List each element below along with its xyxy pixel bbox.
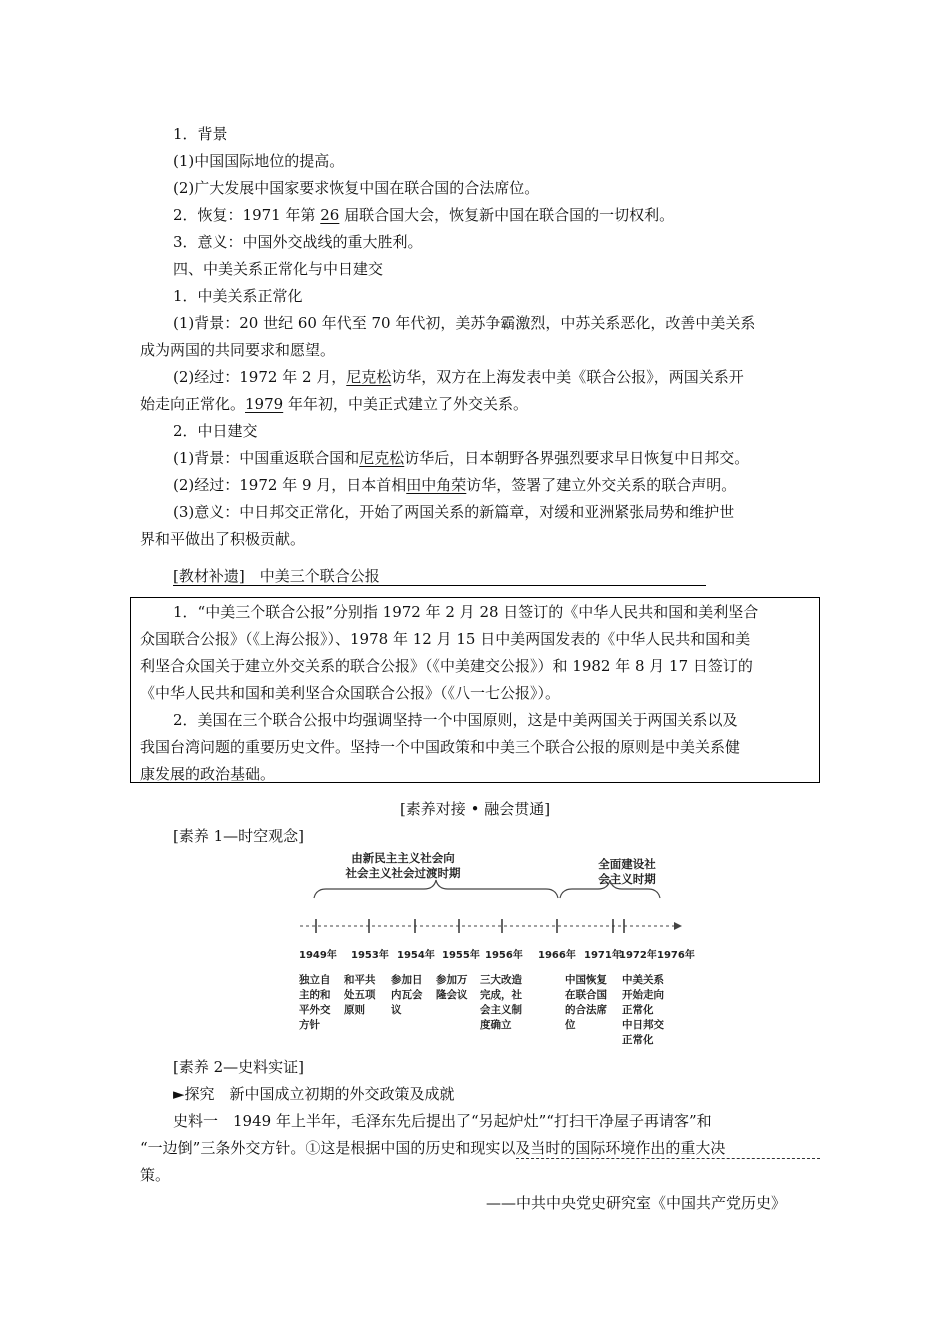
sino-japan-significance-l1: (3)意义：中日邦交正常化，开始了两国关系的新篇章，对缓和亚洲紧张局势和维护世 — [173, 503, 735, 521]
year-label: 1955年 — [442, 950, 480, 961]
sino-us-background-l2: 成为两国的共同要求和愿望。 — [140, 341, 336, 359]
event-1972: 中美关系 开始走向 正常化 中日邦交 正常化 — [622, 974, 664, 1046]
period-2-brace — [560, 880, 660, 898]
restoration-text: 2．恢复：1971 年第 — [173, 206, 321, 224]
restoration-text-end: 届联合国大会，恢复新中国在联合国的一切权利。 — [339, 206, 675, 224]
event-1971: 中国恢复 在联合国 的合法席 位 — [565, 974, 607, 1031]
significance-line: 3．意义：中国外交战线的重大胜利。 — [173, 233, 423, 251]
process-text: (2)经过：1972 年 2 月， — [173, 368, 347, 386]
process-text-3: 年年初，中美正式建立了外交关系。 — [283, 395, 528, 413]
event-1949: 独立自 主的和 平外交 方针 — [299, 974, 331, 1031]
year-label: 1976年 — [657, 950, 695, 961]
background-point-1: (1)中国国际地位的提高。 — [173, 152, 345, 170]
event-1956: 三大改造 完成，社 会主义制 度确立 — [480, 974, 522, 1031]
source-1-l3: 策。 — [140, 1166, 171, 1184]
year-label: 1971年 — [584, 950, 622, 961]
supplement-heading: [教材补遗] 中美三个联合公报 — [173, 567, 380, 585]
supplement-p1-l4: 《中华人民共和国和美利坚合众国联合公报》（《八一七公报》）。 — [140, 684, 561, 702]
sino-japan-significance-l2: 界和平做出了积极贡献。 — [140, 530, 306, 548]
supplement-p1-l1: 1．“中美三个联合公报”分别指 1972 年 2 月 28 日签订的《中华人民共和国和美利坚合 — [173, 603, 759, 621]
source-1-l2: “一边倒”三条外交方针。①这是根据中国的历史和现实以及当时的国际环境作出的重大决 — [140, 1139, 726, 1157]
source-1-wavy-underline — [516, 1158, 820, 1159]
supplement-p2-l3: 康发展的政治基础。 — [140, 765, 276, 783]
literacy-1-label: [素养 1—时空观念] — [173, 827, 305, 845]
sino-us-background-l1: (1)背景：20 世纪 60 年代至 70 年代初，美苏争霸激烈，中苏关系恶化，改善中美关系 — [173, 314, 756, 332]
period-1-line-1: 由新民主主义社会向 — [351, 851, 455, 865]
source-1-l1: 史料一 1949 年上半年，毛泽东先后提出了“另起炉灶”“打扫干净屋子再请客”和 — [173, 1112, 712, 1130]
year-label: 1954年 — [397, 950, 435, 961]
period-1-line-2: 社会主义社会过渡时期 — [345, 866, 461, 880]
literacy-center-heading: [素养对接 • 融会贯通] — [399, 800, 551, 818]
nixon-name-2: 尼克松 — [359, 449, 405, 467]
year-label: 1972年 — [619, 950, 657, 961]
supplement-p2-l2: 我国台湾问题的重要历史文件。坚持一个中国政策和中美三个联合公报的原则是中美关系健 — [140, 738, 741, 756]
jp-process-text-end: 访华，签署了建立外交关系的联合声明。 — [466, 476, 737, 494]
source-citation: ——中共中央党史研究室《中国共产党历史》 — [486, 1194, 787, 1212]
jp-bg-text-end: 访华后，日本朝野各界强烈要求早日恢复中日邦交。 — [404, 449, 750, 467]
subheading-sino-japan: 2．中日建交 — [173, 422, 258, 440]
literacy-2-label: [素养 2—史料实证] — [173, 1058, 305, 1076]
year-label: 1956年 — [485, 950, 523, 961]
period-1-brace — [314, 880, 558, 898]
year-label: 1953年 — [351, 950, 389, 961]
year-label: 1949年 — [299, 950, 337, 961]
event-1953: 和平共 处五项 原则 — [344, 974, 376, 1016]
year-1979: 1979 — [245, 395, 284, 413]
process-text-2: 始走向正常化。 — [140, 395, 246, 413]
jp-process-text: (2)经过：1972 年 9 月，日本首相 — [173, 476, 407, 494]
period-2-line-1: 全面建设社 — [598, 857, 656, 871]
supplement-p2-l1: 2．美国在三个联合公报中均强调坚持一个中国原则，这是中美两国关于两国关系以及 — [173, 711, 738, 729]
section-title-background: 1．背景 — [173, 125, 228, 143]
event-1954: 参加日 内瓦会 议 — [391, 974, 423, 1016]
section-heading-four: 四、中美关系正常化与中日建交 — [173, 260, 384, 278]
jp-bg-text: (1)背景：中国重返联合国和 — [173, 449, 360, 467]
process-text-cont: 访华，双方在上海发表中美《联合公报》，两国关系开 — [391, 368, 744, 386]
background-point-2: (2)广大发展中国家要求恢复中国在联合国的合法席位。 — [173, 179, 540, 197]
supplement-p1-l3: 利坚合众国关于建立外交关系的联合公报》（《中美建交公报》）和 1982 年 8 月 17 日签订的 — [140, 657, 753, 675]
session-number: 26 — [320, 206, 340, 224]
timeline-arrow — [674, 922, 682, 930]
year-label: 1966年 — [538, 950, 576, 961]
period-2-line-2: 会主义时期 — [598, 872, 656, 886]
subheading-sino-us: 1．中美关系正常化 — [173, 287, 303, 305]
nixon-name: 尼克松 — [346, 368, 392, 386]
explore-heading: ►探究 新中国成立初期的外交政策及成就 — [173, 1085, 455, 1103]
event-1955: 参加万 隆会议 — [436, 974, 468, 1001]
tanaka-name: 田中角荣 — [406, 476, 467, 494]
supplement-p1-l2: 众国联合公报》（《上海公报》）、1978 年 12 月 15 日中美两国发表的《中华人民共和国和美 — [140, 630, 751, 648]
